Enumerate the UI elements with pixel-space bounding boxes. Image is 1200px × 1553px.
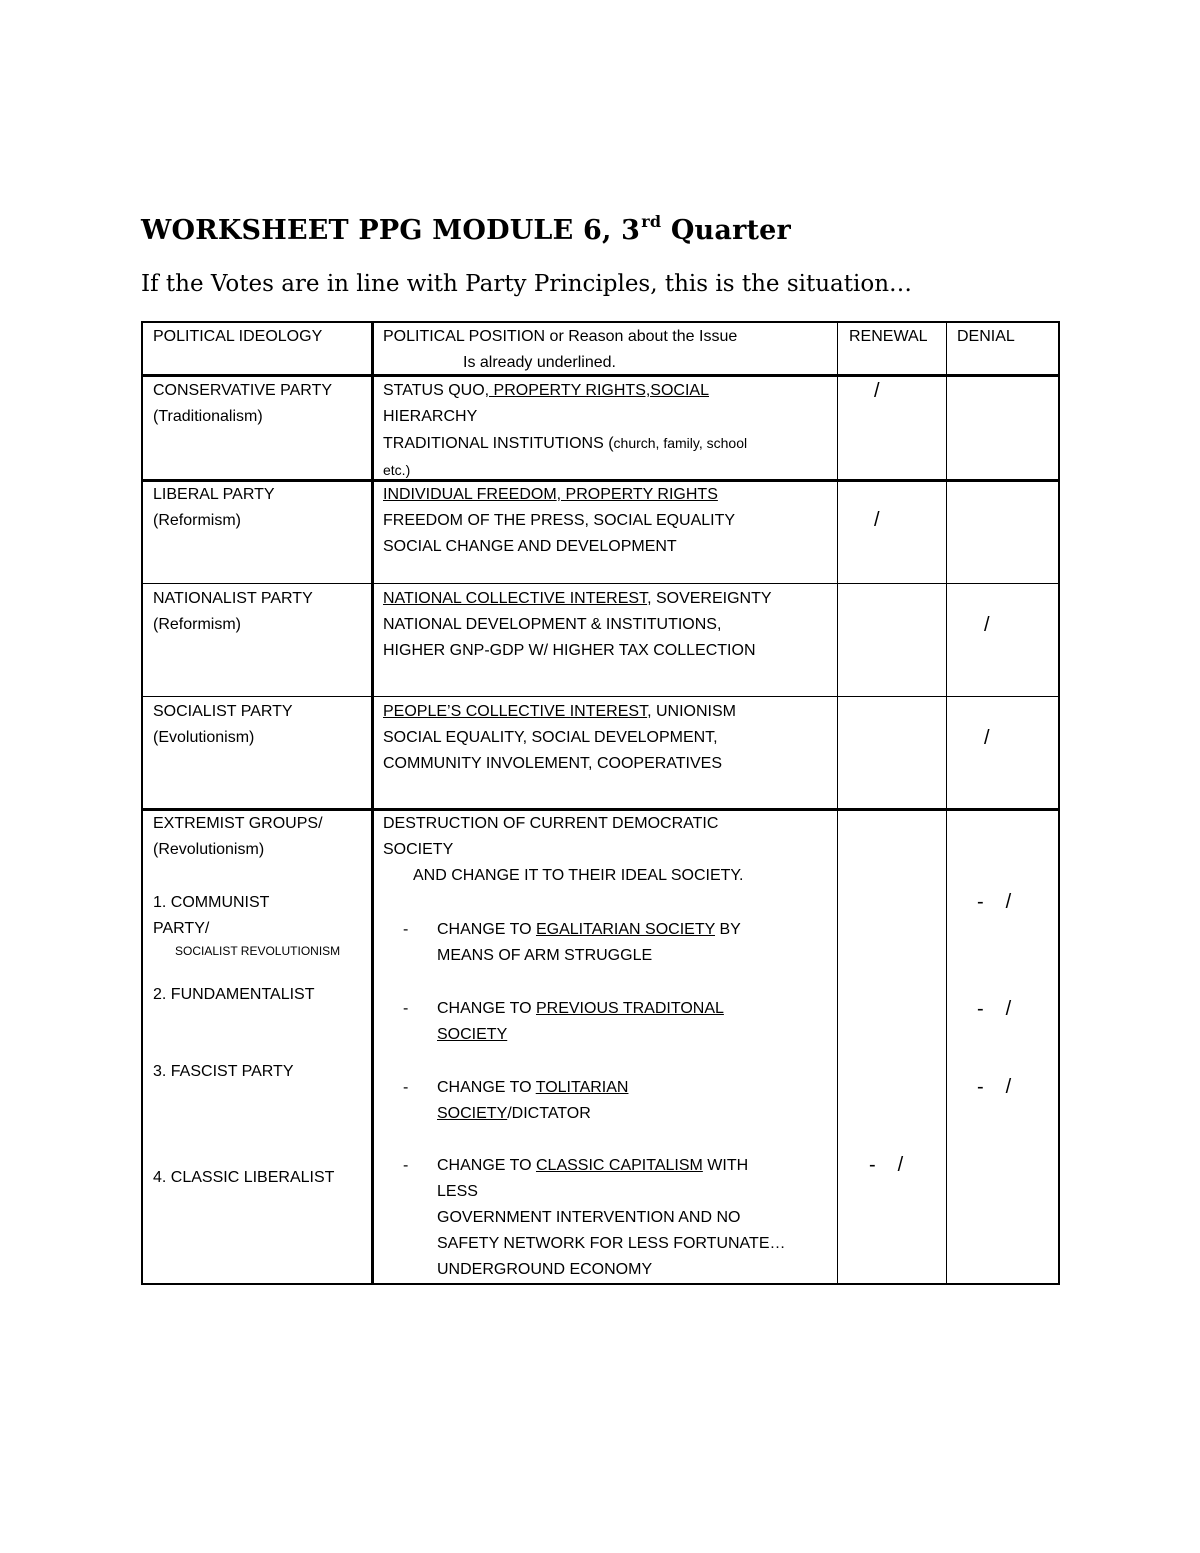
title-tail: Quarter <box>661 215 791 246</box>
position-text: NATIONAL DEVELOPMENT & INSTITUTIONS, <box>383 616 722 633</box>
position-text: etc.) <box>383 462 411 478</box>
row-socialist-position <box>383 699 736 777</box>
position-text: BY <box>715 921 741 938</box>
position-underlined: PEOPLE’S COLLECTIVE INTEREST <box>383 703 648 720</box>
position-text: GOVERNMENT INTERVENTION AND NO <box>437 1209 741 1226</box>
ideology-table <box>141 321 1060 1285</box>
position-underlined: INDIVIDUAL FREEDOM <box>383 486 557 503</box>
position-underlined: PREVIOUS TRADITONAL <box>535 1000 724 1017</box>
position-text: /DICTATOR <box>507 1105 591 1122</box>
worksheet-title <box>141 212 791 246</box>
renewal-mark: / <box>874 509 880 531</box>
mark-dash: - <box>977 998 984 1020</box>
party-name: LIBERAL PARTY <box>153 486 275 503</box>
party-ism: (Traditionalism) <box>153 408 263 425</box>
position-text: WITH <box>702 1157 749 1174</box>
mark-slash: / <box>1005 998 1012 1020</box>
row-nationalist-position <box>383 586 772 664</box>
denial-mark: / <box>984 614 990 636</box>
position-underlined: , PROPERTY RIGHTS <box>556 486 718 503</box>
bullet-dash: - <box>403 921 409 938</box>
position-text: SOCIETY <box>383 841 454 858</box>
row-conservative-ideology <box>153 378 332 430</box>
position-text: DESTRUCTION OF CURRENT DEMOCRATIC <box>383 815 719 832</box>
extremist-communist <box>153 890 340 960</box>
group-label: PARTY/ <box>153 920 210 937</box>
position-text: FREEDOM OF THE PRESS, SOCIAL EQUALITY <box>383 512 736 529</box>
position-text: SOCIAL EQUALITY, SOCIAL DEVELOPMENT, <box>383 729 718 746</box>
position-text: MEANS OF ARM STRUGGLE <box>437 947 653 964</box>
position-underlined: TOLITARIAN <box>535 1079 629 1096</box>
position-text: SOCIAL CHANGE AND DEVELOPMENT <box>383 538 677 555</box>
denial-mark: / <box>984 727 990 749</box>
position-underlined: SOCIETY <box>437 1026 508 1043</box>
party-name: CONSERVATIVE PARTY <box>153 382 333 399</box>
header-renewal: RENEWAL <box>849 328 928 345</box>
denial-mark-communist <box>977 889 1011 915</box>
header-political-ideology: POLITICAL IDEOLOGY <box>153 328 323 345</box>
mark-dash: - <box>869 1154 876 1176</box>
row-liberal-ideology <box>153 482 275 534</box>
table-border <box>141 321 1060 323</box>
header-position-line2: Is already underlined. <box>463 354 616 371</box>
party-ism: (Evolutionism) <box>153 729 255 746</box>
position-text: church, family, school <box>613 435 748 451</box>
title-main: WORKSHEET PPG MODULE 6, 3 <box>141 215 641 246</box>
table-border <box>141 583 1060 584</box>
position-underlined: SOCIETY <box>437 1105 508 1122</box>
bullet-dash: - <box>403 1000 409 1017</box>
denial-mark-fundamentalist <box>977 996 1011 1022</box>
position-text: COMMUNITY INVOLEMENT, COOPERATIVES <box>383 755 723 772</box>
group-label: 1. COMMUNIST <box>153 894 270 911</box>
group-sublabel: SOCIALIST REVOLUTIONISM <box>175 944 341 958</box>
denial-mark-fascist <box>977 1074 1011 1100</box>
title-superscript: rd <box>641 212 662 231</box>
position-text: HIGHER GNP-GDP W/ HIGHER TAX COLLECTION <box>383 642 756 659</box>
bullet-dash: - <box>403 1157 409 1174</box>
header-denial: DENIAL <box>957 328 1015 345</box>
position-text: CHANGE TO <box>437 1157 536 1174</box>
extremist-bullet-1 <box>383 917 741 969</box>
table-border <box>141 1283 1060 1285</box>
party-ism: (Reformism) <box>153 512 241 529</box>
position-underlined: NATIONAL COLLECTIVE INTEREST <box>383 590 648 607</box>
position-text: , UNIONISM <box>647 703 736 720</box>
position-text: CHANGE TO <box>437 1079 536 1096</box>
mark-dash: - <box>977 1076 984 1098</box>
position-underlined: CLASSIC CAPITALISM <box>535 1157 703 1174</box>
position-text: AND CHANGE IT TO THEIR IDEAL SOCIETY. <box>413 867 744 884</box>
position-underlined: EGALITARIAN SOCIETY <box>535 921 715 938</box>
mark-dash: - <box>977 891 984 913</box>
row-extremist-ideology <box>153 811 323 863</box>
party-name: NATIONALIST PARTY <box>153 590 313 607</box>
row-extremist-position <box>383 811 743 889</box>
table-border <box>837 321 838 1285</box>
position-underlined: , PROPERTY RIGHTS,SOCIAL <box>484 382 709 399</box>
party-name: SOCIALIST PARTY <box>153 703 293 720</box>
header-political-position <box>383 324 737 376</box>
position-text: STATUS QUO <box>383 382 485 399</box>
row-liberal-position <box>383 482 735 560</box>
position-text: CHANGE TO <box>437 1000 536 1017</box>
position-text: SAFETY NETWORK FOR LESS FORTUNATE… <box>437 1235 786 1252</box>
table-border <box>946 321 947 1285</box>
extremist-bullet-3 <box>383 1075 628 1127</box>
row-nationalist-ideology <box>153 586 313 638</box>
renewal-mark-classic <box>869 1152 903 1178</box>
table-border <box>1058 321 1060 1285</box>
extremist-classic-liberalist: 4. CLASSIC LIBERALIST <box>153 1169 335 1186</box>
position-text: CHANGE TO <box>437 921 536 938</box>
worksheet-subtitle: If the Votes are in line with Party Principles, this is the situation… <box>141 271 913 297</box>
renewal-mark: / <box>874 380 880 402</box>
party-name: EXTREMIST GROUPS/ <box>153 815 323 832</box>
position-text: TRADITIONAL INSTITUTIONS ( <box>383 435 614 452</box>
position-text: UNDERGROUND ECONOMY <box>437 1261 653 1278</box>
extremist-bullet-4 <box>383 1153 785 1283</box>
table-border <box>141 696 1060 697</box>
party-ism: (Reformism) <box>153 616 241 633</box>
row-conservative-position <box>383 378 747 483</box>
mark-slash: / <box>1005 1076 1012 1098</box>
header-position-line1: POLITICAL POSITION or Reason about the Issue <box>383 328 738 345</box>
bullet-dash: - <box>403 1079 409 1096</box>
extremist-fundamentalist: 2. FUNDAMENTALIST <box>153 986 315 1003</box>
row-socialist-ideology <box>153 699 293 751</box>
position-text: , SOVEREIGNTY <box>647 590 772 607</box>
extremist-bullet-2 <box>383 996 724 1048</box>
table-border <box>371 321 374 1285</box>
position-text: LESS <box>437 1183 478 1200</box>
party-ism: (Revolutionism) <box>153 841 265 858</box>
mark-slash: / <box>897 1154 904 1176</box>
mark-slash: / <box>1005 891 1012 913</box>
extremist-fascist: 3. FASCIST PARTY <box>153 1063 294 1080</box>
table-border <box>141 321 143 1285</box>
position-text: HIERARCHY <box>383 408 478 425</box>
